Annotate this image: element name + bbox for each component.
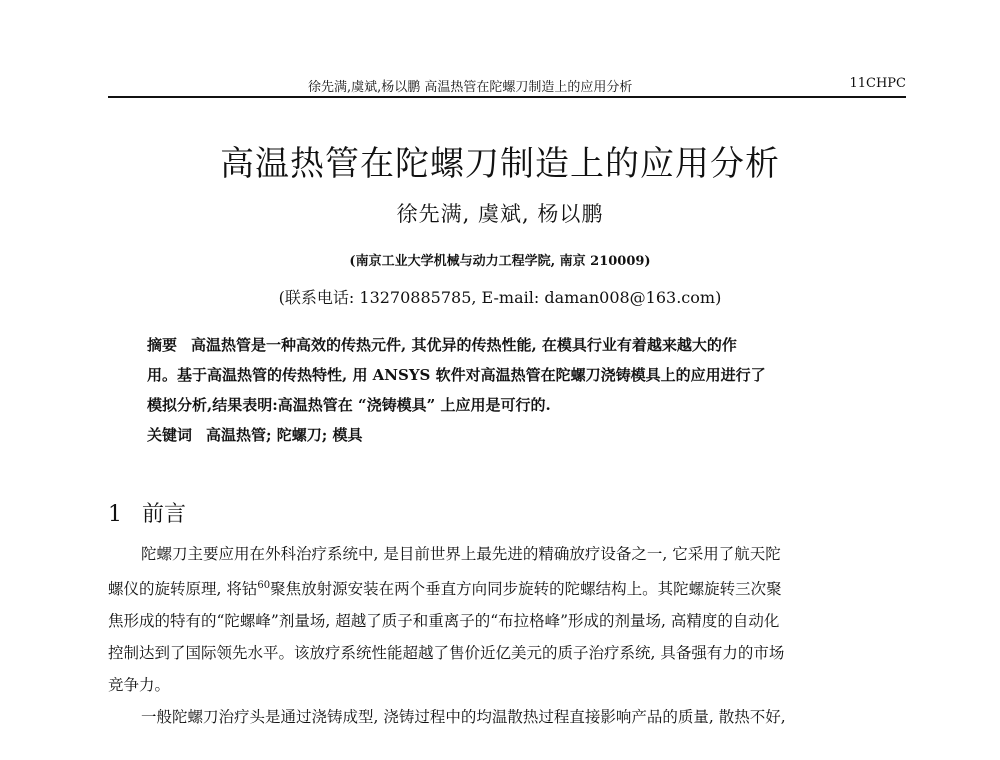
abstract-label: 摘要: [147, 336, 178, 354]
body-fragment: 螺仪的旋转原理, 将钴: [108, 580, 258, 599]
body-line: 一般陀螺刀治疗头是通过浇铸成型, 浇铸过程中的均温散热过程直接影响产品的质量, 散热不好,: [141, 708, 786, 727]
paper-title: 高温热管在陀螺刀制造上的应用分析: [220, 144, 780, 184]
authors: 徐先满, 虞斌, 杨以鹏: [396, 202, 604, 226]
keywords-label: 关键词: [147, 426, 193, 444]
affiliation: (南京工业大学机械与动力工程学院, 南京 210009): [349, 254, 651, 269]
body-text: [108, 538, 898, 733]
body-line: [108, 570, 898, 605]
section-number: 1: [108, 502, 122, 527]
keywords: [147, 420, 862, 450]
running-title: 徐先满,虞斌,杨以鹏 高温热管在陀螺刀制造上的应用分析: [308, 80, 633, 95]
abstract: [147, 330, 862, 450]
body-fragment: 聚焦放射源安装在两个垂直方向同步旋转的陀螺结构上。其陀螺旋转三次聚: [270, 580, 782, 599]
body-line: 竞争力。: [108, 676, 171, 695]
contact-info: (联系电话: 13270885785, E-mail: daman008@163.com): [278, 288, 722, 307]
running-header: [108, 74, 906, 98]
body-line: 陀螺刀主要应用在外科治疗系统中, 是目前世界上最先进的精确放疗设备之一, 它采用了航天陀: [141, 545, 781, 563]
conference-tag: 11CHPC: [849, 76, 906, 91]
abstract-line: 用。基于高温热管的传热特性, 用 ANSYS 软件对高温热管在陀螺刀浇铸模具上的应用进行了: [147, 366, 766, 384]
superscript: 60: [257, 580, 271, 591]
abstract-text: 高温热管是一种高效的传热元件, 其优异的传热性能, 在模具行业有着越来越大的作: [191, 336, 737, 354]
body-line: 焦形成的特有的“陀螺峰”剂量场, 超越了质子和重离子的“布拉格峰”形成的剂量场, 高精度的自动化: [108, 612, 780, 631]
body-line: 控制达到了国际领先水平。该放疗系统性能超越了售价近亿美元的质子治疗系统, 具备强有力的市场: [108, 644, 785, 663]
abstract-line: 模拟分析,结果表明:高温热管在 “浇铸模具” 上应用是可行的.: [147, 396, 551, 414]
section-title: 前言: [142, 502, 187, 527]
keywords-text: 高温热管; 陀螺刀; 模具: [206, 426, 363, 444]
abstract-line: [147, 330, 862, 360]
section-heading: [108, 497, 186, 528]
